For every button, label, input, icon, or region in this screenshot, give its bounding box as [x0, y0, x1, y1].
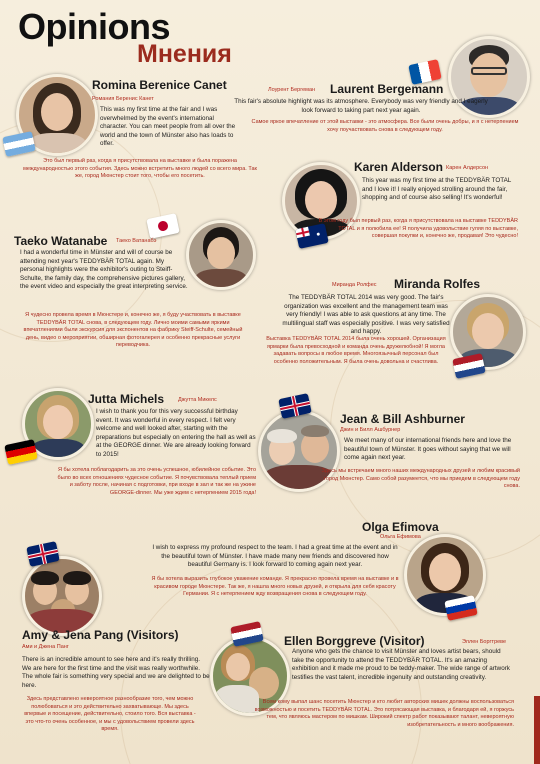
entry-name-ru: Романия Беренис Канет: [92, 96, 154, 102]
entry-text-ru: Я чудесно провела время в Мюнстере и, конечно же, я буду участвовать в выставке TEDDYBÄR TOTAL снова, в следующем году. Лично моими самыми яркими впечатлениями были экскурсия для экспонентов на фабрику Steiff-Schulte, семейный день, видео о мероприятии, обширная фотогалерея и особенно прекрасные услуги переводчика.: [23, 312, 243, 349]
entry-text-ru: Выставка TEDDYBÄR TOTAL 2014 была очень хорошей. Организация ярмарки была превосходной и команда очень дружелюбной! Я могла задавать вопросы в любое время. Многоязычный персонал был особенно положительным. Я была очень довольна и счастлива.: [266, 336, 446, 365]
entry-name-ru: Эллен Боргтреве: [462, 639, 507, 645]
entry-text: This was my first time at the fair and I was overwhelmed by the event's international character. You can meet people from all over the world and the town of Münster also has loads to offer.: [100, 106, 236, 147]
entry-name: Jutta Michels: [88, 392, 165, 406]
entry-name: Laurent Bergemann: [330, 82, 444, 96]
entry-name: Romina Berenice Canet: [92, 78, 227, 92]
background-swirl: [0, 120, 162, 342]
page-edge-tab: [534, 696, 540, 764]
entry-text: Anyone who gets the chance to visit Münster and loves artist bears, should take the opportunity to attend the TEDDYBÄR TOTAL. It's an amazing exhibition and it made me proud to be teddy-maker. The wide range of artwork testifies the vast talent, incredible ingenuity and outstanding creativity.: [292, 648, 510, 681]
entry-text: I wish to express my profound respect to the team. I had a great time at the event and in the beautiful town of Münster. I have made many new friends and discovered how beautiful Germany is. I look forward to coming again next year.: [152, 544, 398, 568]
entry-text: The TEDDYBÄR TOTAL 2014 was very good. The fair's organization was excellent and the management team was very friendly! I was able to ask questions at any time. The multilingual staff was especially positive. I was very satisfied and happy.: [282, 294, 450, 335]
page-title-ru: Мнения: [137, 40, 232, 68]
entry-name: Amy & Jena Pang (Visitors): [22, 628, 179, 642]
entry-text-ru: В этом году был первый раз, когда я присутствовала на выставке TEDDYBÄR TOTAL и я полюбила ее! Я получила удовольствие гуляя по выставке, совершая покупки и, конечно же, продавая! Это чудесно!: [318, 218, 518, 240]
entry-text: This year was my first time at the TEDDYBÄR TOTAL and I love it! I really enjoyed strolling around the fair, shopping and of course also selling! It's wonderful!: [362, 177, 512, 201]
entry-text-ru: Здесь представлено невероятное разнообразие того, чем можно полюбоваться и это действительно захватывающе. Мы здесь впервые и посещение, действительно, стоило того. Вся выставка - это что-то очень особенное, и мы с удовольствием провели здесь время.: [24, 696, 196, 733]
entry-name-ru: Джутта Микелс: [178, 397, 217, 403]
entry-name: Karen Alderson: [354, 160, 443, 174]
entry-text-ru: Я бы хотела поблагодарить за это очень успешное, юбилейное событие. Это было во всех отношениях чудесное событие. Я почувствовала теплый прием и заботу после, начиная с подготовки, при входе в зал и так же на ужине GEORGE-dinner. Мы уже ждем с нетерпением 2015 года!: [57, 467, 256, 496]
page-title: Opinions: [18, 6, 170, 47]
entry-name-ru: Джин и Билл Ашбурнер: [340, 427, 401, 433]
entry-text: I had a wonderful time in Münster and will of course be attending next year's TEDDYBÄR TOTAL again. My personal highlights were the exhibitor's outing to Steiff-Schulte, the family day, the comprehensive pictures gallery, the event video and especially the great interpreting service.: [20, 249, 188, 290]
entry-text-ru: Здесь мы встречаем много наших международных друзей и любим красивый город Мюнстер. Само собой разумеется, что мы приедем в следующем году снова.: [321, 468, 520, 490]
entry-text-ru: Я бы хотела выразить глубокое уважение команде. Я прекрасно провела время на выставке и в красивом городе Мюнстере. Так же, я нашла много новых друзей, и открыла для себя красоту Германии. Я с нетерпением жду возвращения снова в следующем году.: [151, 576, 399, 598]
entry-name-ru: Ами и Джена Панг: [22, 644, 69, 650]
entry-name: Jean & Bill Ashburner: [340, 412, 465, 426]
entry-text: We meet many of our international friends here and love the beautiful town of Münster. It goes without saying that we will come again next year.: [344, 437, 512, 461]
photo-taeko: [186, 220, 256, 290]
entry-name: Taeko Watanabe: [14, 234, 108, 248]
entry-name: Miranda Rolfes: [394, 277, 481, 291]
entry-text-ru: Это был первый раз, когда я присутствовала на выставке и была поражена международностью этого события. Здесь можно встретить много людей со всего мира. Так же, город Мюнстер стоит того, чтобы его посетить.: [23, 158, 257, 180]
entry-name-ru: Миранда Ролфес: [332, 282, 377, 288]
entry-text: This fair's absolute highlight was its atmosphere. Everybody was very friendly and I eagerly look forward to taking part next year again.: [234, 98, 488, 114]
entry-text-ru: Всем кому выпал шанс посетить Мюнстер и кто любит авторских мишек должны воспользоваться возможностью и посетить TEDDYBÄR TOTAL. Это потрясающая выставка, и благодаря ей, я горжусь тем, что являюсь мастером по мишкам. Широкий спектр работ показывают талант, невероятную изобретательность и много воображения.: [254, 699, 514, 728]
entry-text: I wish to thank you for this very successful birthday event. It was wonderful in every respect. I felt very welcome and well looked after, starting with the preparations but especially on entering the hall as well as at the GEORGE dinner. We are already looking forward to 2015!: [96, 408, 256, 458]
photo-amy-jena: [22, 556, 102, 636]
entry-name-ru: Лоурент Бергеман: [268, 87, 316, 93]
entry-name-ru: Карен Алдерсон: [446, 165, 489, 171]
entry-name: Ellen Borggreve (Visitor): [284, 634, 425, 648]
entry-text-ru: Самое яркое впечатление от этой выставки - это атмосфера. Все были очень добры, и я с нетерпением хочу поучаствовать снова в следующем году.: [251, 119, 519, 133]
entry-name-ru: Таеко Ватанабэ: [116, 238, 157, 244]
entry-name: Olga Efimova: [362, 520, 439, 534]
entry-name-ru: Ольга Ефимова: [380, 534, 421, 540]
flag-germany-icon: [4, 439, 38, 465]
entry-text: There is an incredible amount to see here and it's really thrilling. We are here for the first time and the visit was really worthwhile. The whole fair is something very special and we are delighted to be here.: [22, 656, 210, 689]
